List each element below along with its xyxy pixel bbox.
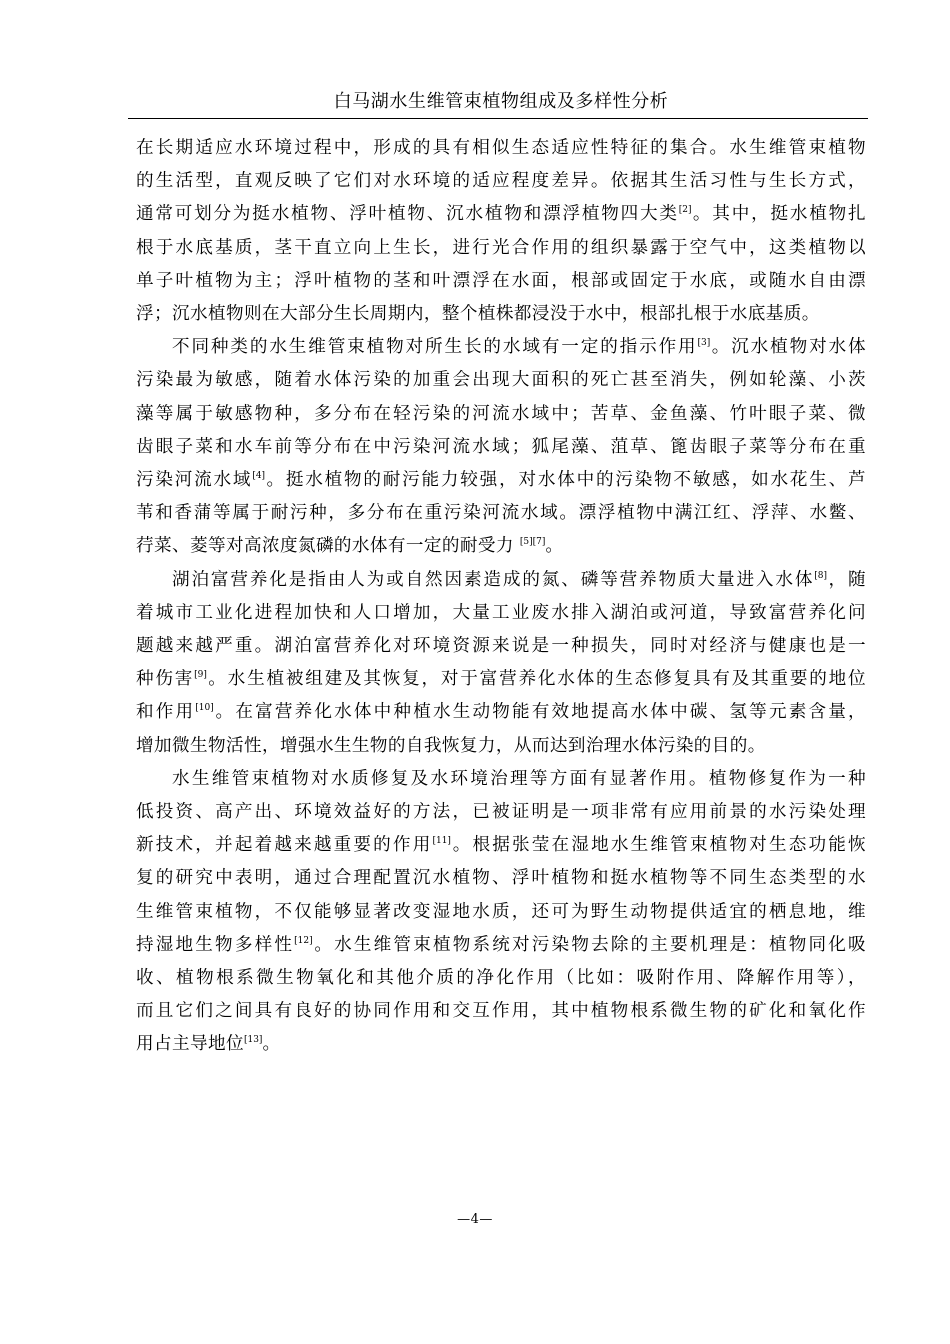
citation-ref: [11] — [432, 836, 451, 847]
text-run: 污染最为敏感，随着水体污染的加重会出现大面积的死亡甚至消失，例如轮藻、小茨 — [136, 370, 866, 391]
text-run: 生维管束植物，不仅能够显著改变湿地水质，还可为野生动物提供适宜的栖息地，维 — [136, 901, 866, 922]
text-run: 水生维管束植物对水质修复及水环境治理等方面有显著作用。植物修复作为一种 — [172, 768, 866, 789]
text-run: 题越来越严重。湖泊富营养化对环境资源来说是一种损失，同时对经济与健康也是一 — [136, 636, 866, 657]
running-header: 白马湖水生维管束植物组成及多样性分析 — [333, 91, 669, 112]
text-run: 着城市工业化进程加快和人口增加，大量工业废水排入湖泊或河道，导致富营养化问 — [136, 602, 866, 623]
text-run: 的生活型，直观反映了它们对水环境的适应程度差异。依据其生活习性与生长方式， — [136, 171, 866, 192]
header-rule — [128, 118, 868, 119]
text-line — [136, 298, 866, 331]
text-line — [136, 1028, 866, 1061]
text-run: 。在富营养化水体中种植水生动物能有效地提高水体中碳、氢等元素含量， — [213, 702, 866, 723]
text-line — [136, 730, 866, 763]
text-run: 在长期适应水环境过程中，形成的具有相似生态适应性特征的集合。水生维管束植物 — [136, 138, 866, 158]
citation-ref: [9] — [194, 670, 207, 681]
text-line — [136, 431, 866, 464]
citation-ref: [2] — [678, 205, 692, 216]
text-line — [136, 829, 866, 862]
text-run: 。沉水植物对水体 — [710, 337, 866, 358]
text-run: 新技术，并起着越来越重要的作用 — [136, 835, 433, 856]
document-body — [136, 132, 866, 1062]
text-line — [136, 862, 866, 895]
text-run: 浮；沉水植物则在大部分生长周期内，整个植株都浸没于水中，根部扎根于水底基质。 — [136, 304, 820, 325]
page-number: —4— — [457, 1212, 493, 1227]
text-run: 种伤害 — [136, 669, 195, 690]
citation-ref: [8] — [814, 570, 828, 581]
text-run: 收、植物根系微生物氧化和其他介质的净化作用（比如：吸附作用、降解作用等）， — [136, 968, 866, 989]
text-run: 。水生植被组建及其恢复，对于富营养化水体的生态修复具有及其重要的地位 — [206, 669, 866, 690]
paragraph — [136, 331, 866, 563]
text-run: 。根据张莹在湿地水生维管束植物对生态功能恢 — [450, 835, 866, 856]
text-run: 荇菜、菱等对高浓度氮磷的水体有一定的耐受力 — [136, 536, 520, 557]
citation-ref: [4] — [252, 471, 266, 482]
text-run: 和作用 — [136, 702, 196, 723]
text-run: 单子叶植物为主；浮叶植物的茎和叶漂浮在水面，根部或固定于水底，或随水自由漂 — [136, 270, 866, 291]
text-run: 复的研究中表明，通过合理配置沉水植物、浮叶植物和挺水植物等不同生态类型的水 — [136, 868, 866, 889]
citation-ref: [5][7] — [519, 537, 546, 548]
text-run: 用占主导地位 — [136, 1034, 244, 1055]
text-run: 。其中，挺水植物扎 — [691, 204, 866, 225]
text-run: 。挺水植物的耐污能力较强，对水体中的污染物不敏感，如水花生、芦 — [265, 470, 866, 491]
text-run: 藻等属于敏感物种，多分布在轻污染的河流水域中；苦草、金鱼藻、竹叶眼子菜、微 — [136, 403, 866, 424]
text-run: 。 — [545, 536, 564, 557]
text-line — [136, 398, 866, 431]
text-line — [136, 132, 866, 165]
text-line — [136, 232, 866, 265]
text-run: 增加微生物活性，增强水生生物的自我恢复力，从而达到治理水体污染的目的。 — [136, 735, 766, 756]
text-run: 。 — [262, 1034, 281, 1055]
text-run: 齿眼子菜和水车前等分布在中污染河流水域；狐尾藻、菹草、篦齿眼子菜等分布在重 — [136, 436, 866, 457]
text-run: 根于水底基质，茎干直立向上生长，进行光合作用的组织暴露于空气中，这类植物以 — [136, 237, 866, 258]
text-line — [136, 896, 866, 929]
text-run: 苇和香蒲等属于耐污种，多分布在重污染河流水域。漂浮植物中满江红、浮萍、水鳖、 — [136, 503, 866, 524]
text-run: 通常可划分为挺水植物、浮叶植物、沉水植物和漂浮植物四大类 — [136, 204, 679, 225]
text-run: 而且它们之间具有良好的协同作用和交互作用，其中植物根系微生物的矿化和氧化作 — [136, 1001, 866, 1022]
paragraph — [136, 132, 866, 331]
citation-ref: [12] — [294, 935, 313, 946]
text-run: 湖泊富营养化是指由人为或自然因素造成的氮、磷等营养物质大量进入水体 — [172, 569, 815, 590]
text-line — [136, 497, 866, 530]
text-run: 不同种类的水生维管束植物对所生长的水域有一定的指示作用 — [172, 337, 698, 358]
text-line — [136, 464, 866, 497]
text-run: 持湿地生物多样性 — [136, 934, 295, 955]
text-line — [136, 995, 866, 1028]
paragraph — [136, 564, 866, 763]
text-line — [136, 663, 866, 696]
text-line — [136, 597, 866, 630]
text-line — [136, 364, 866, 397]
text-line — [136, 265, 866, 298]
text-line — [136, 198, 866, 231]
text-line — [136, 564, 866, 597]
text-run: 污染河流水域 — [136, 470, 253, 491]
text-run: 低投资、高产出、环境效益好的方法，已被证明是一项非常有应用前景的水污染处理 — [136, 802, 866, 823]
text-line — [136, 331, 866, 364]
text-line — [136, 796, 866, 829]
citation-ref: [3] — [697, 338, 711, 349]
paragraph — [136, 763, 866, 1062]
text-line — [136, 530, 866, 563]
text-line — [136, 962, 866, 995]
citation-ref: [10] — [195, 703, 214, 714]
text-line — [136, 165, 866, 198]
citation-ref: [13] — [243, 1035, 263, 1046]
text-line — [136, 630, 866, 663]
text-run: 。水生维管束植物系统对污染物去除的主要机理是：植物同化吸 — [312, 934, 867, 955]
text-line — [136, 929, 866, 962]
text-line — [136, 763, 866, 796]
text-run: ，随 — [827, 569, 866, 590]
text-line — [136, 696, 866, 729]
